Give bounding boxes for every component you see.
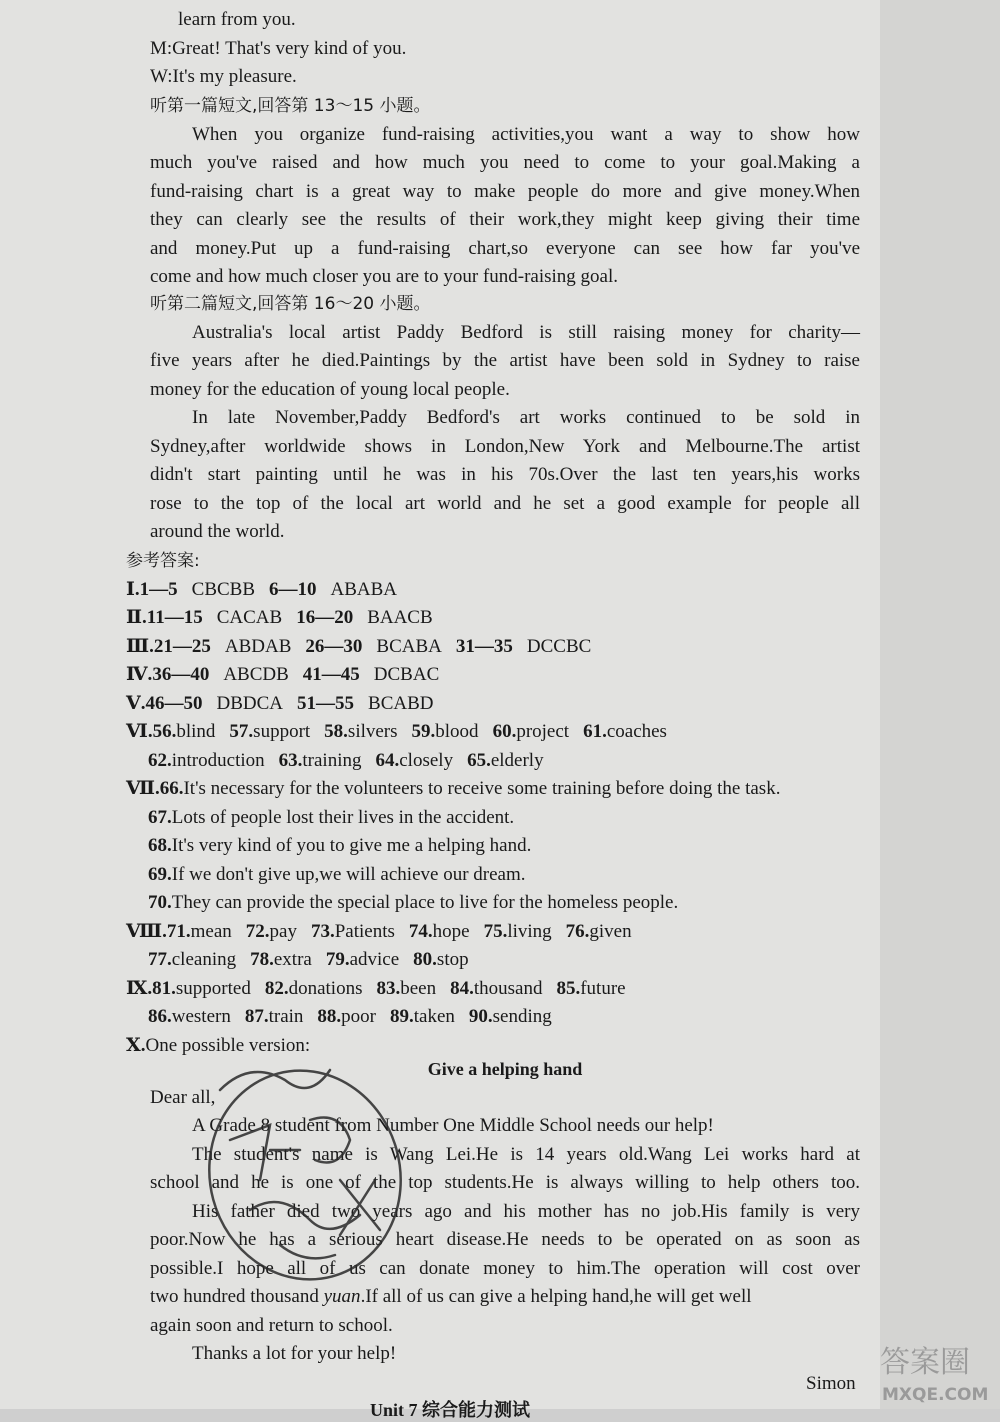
passage-line: Australia's local artist Paddy Bedford is still raising money for charity— — [192, 321, 860, 343]
footer-unit-title: Unit 7 综合能力测试 — [370, 1400, 531, 1420]
dialogue-line: learn from you. — [178, 9, 296, 30]
passage-line: money for the education of young local people. — [150, 378, 510, 400]
answer-section-3: Ⅲ.21—25 ABDAB 26—30 BCABA 31—35 DCCBC — [126, 635, 592, 657]
essay-line: The student's name is Wang Lei.He is 14 years old.Wang Lei works hard at — [192, 1143, 860, 1165]
passage-line: rose to the top of the local art world and he set a good example for people all — [150, 492, 860, 514]
passage-line: they can clearly see the results of their work,they might keep giving their time — [150, 209, 860, 230]
essay-line: again soon and return to school. — [150, 1314, 393, 1336]
passage-line: five years after he died.Paintings by the artist have been sold in Sydney to raise — [150, 350, 860, 371]
answer-section-5: Ⅴ.46—50 DBDCA 51—55 BCABD — [126, 692, 434, 714]
answer-section-1: Ⅰ.1—5 CBCBB 6—10 ABABA — [126, 578, 398, 600]
passage-line: much you've raised and how much you need to come to your goal.Making a — [150, 152, 860, 173]
dialogue-line: W:It's my pleasure. — [150, 66, 297, 87]
dialogue-block — [150, 6, 870, 92]
passage-line: In late November,Paddy Bedford's art works continued to be sold in — [192, 407, 860, 428]
watermark-url: MXQE.COM — [882, 1385, 989, 1405]
passage-line: fund-raising chart is a great way to make people do more and give money.When — [150, 180, 860, 202]
essay-line: A Grade 8 student from Number One Middle School needs our help! — [192, 1115, 714, 1136]
answer-section-6-cont: 62.introduction 63.training 64.closely 65.elderly — [148, 749, 544, 771]
essay-salutation: Dear all, — [150, 1086, 216, 1108]
answer-section-8-cont: 77.cleaning 78.extra 79.advice 80.stop — [148, 949, 469, 970]
answer-sentence: 69.If we don't give up,we will achieve our dream. — [148, 863, 526, 885]
passage-1-heading: 听第一篇短文,回答第 13～15 小题。 — [150, 96, 431, 116]
page-margin — [880, 0, 1000, 1409]
answer-sentence: 67.Lots of people lost their lives in the accident. — [148, 806, 515, 828]
essay-title: Give a helping hand — [427, 1059, 583, 1079]
answer-section-2: Ⅱ.11—15 CACAB 16—20 BAACB — [126, 607, 433, 628]
passage-1 — [150, 92, 860, 292]
answer-section-7: Ⅶ.66.It's necessary for the volunteers to receive some training before doing the task. — [126, 778, 781, 799]
essay — [150, 1055, 860, 1369]
essay-line: His father died two years ago and his mother has no job.His family is very — [192, 1200, 860, 1222]
essay-line: possible.I hope all of us can donate money to him.The operation will cost over — [150, 1257, 860, 1279]
answer-section-8: Ⅷ.71.mean 72.pay 73.Patients 74.hope 75.living 76.given — [126, 920, 632, 942]
passage-line: When you organize fund-raising activities,you want a way to show how — [192, 123, 860, 145]
dialogue-line: M:Great! That's very kind of you. — [150, 37, 407, 59]
essay-line: poor.Now he has a serious heart disease.He needs to be operated on as soon as — [150, 1229, 860, 1250]
answer-section-9: Ⅸ.81.supported 82.donations 83.been 84.thousand 85.future — [126, 977, 626, 999]
passage-2 — [150, 290, 860, 547]
answer-section-6: Ⅵ.56.blind 57.support 58.silvers 59.blood 60.project 61.coaches — [126, 721, 667, 742]
watermark-logo-text: 答案圈 — [880, 1345, 970, 1380]
essay-line: school and he is one of the top students.He is always willing to help others too. — [150, 1172, 860, 1193]
essay-line: two hundred thousand yuan.If all of us can give a helping hand,he will get well — [150, 1286, 752, 1307]
answer-section-10: Ⅹ.One possible version: — [126, 1034, 311, 1056]
answer-key-heading: 参考答案: — [126, 551, 200, 571]
passage-line: didn't start painting until he was in his 70s.Over the last ten years,his works — [150, 464, 860, 485]
answer-key — [126, 547, 876, 1060]
passage-line: Sydney,after worldwide shows in London,New York and Melbourne.The artist — [150, 435, 860, 457]
essay-signoff: Simon — [806, 1373, 856, 1394]
answer-section-9-cont: 86.western 87.train 88.poor 89.taken 90.sending — [148, 1006, 552, 1027]
passage-2-heading: 听第二篇短文,回答第 16～20 小题。 — [150, 294, 431, 314]
watermark-logo-icon — [876, 1334, 996, 1409]
answer-section-4: Ⅳ.36—40 ABCDB 41—45 DCBAC — [126, 664, 440, 685]
answer-sentence: 70.They can provide the special place to live for the homeless people. — [148, 892, 679, 913]
essay-thanks: Thanks a lot for your help! — [192, 1343, 397, 1364]
passage-line: around the world. — [150, 521, 285, 542]
answer-sentence: 68.It's very kind of you to give me a helping hand. — [148, 835, 532, 856]
passage-line: come and how much closer you are to your fund-raising goal. — [150, 266, 619, 287]
passage-line: and money.Put up a fund-raising chart,so everyone can see how far you've — [150, 237, 860, 259]
